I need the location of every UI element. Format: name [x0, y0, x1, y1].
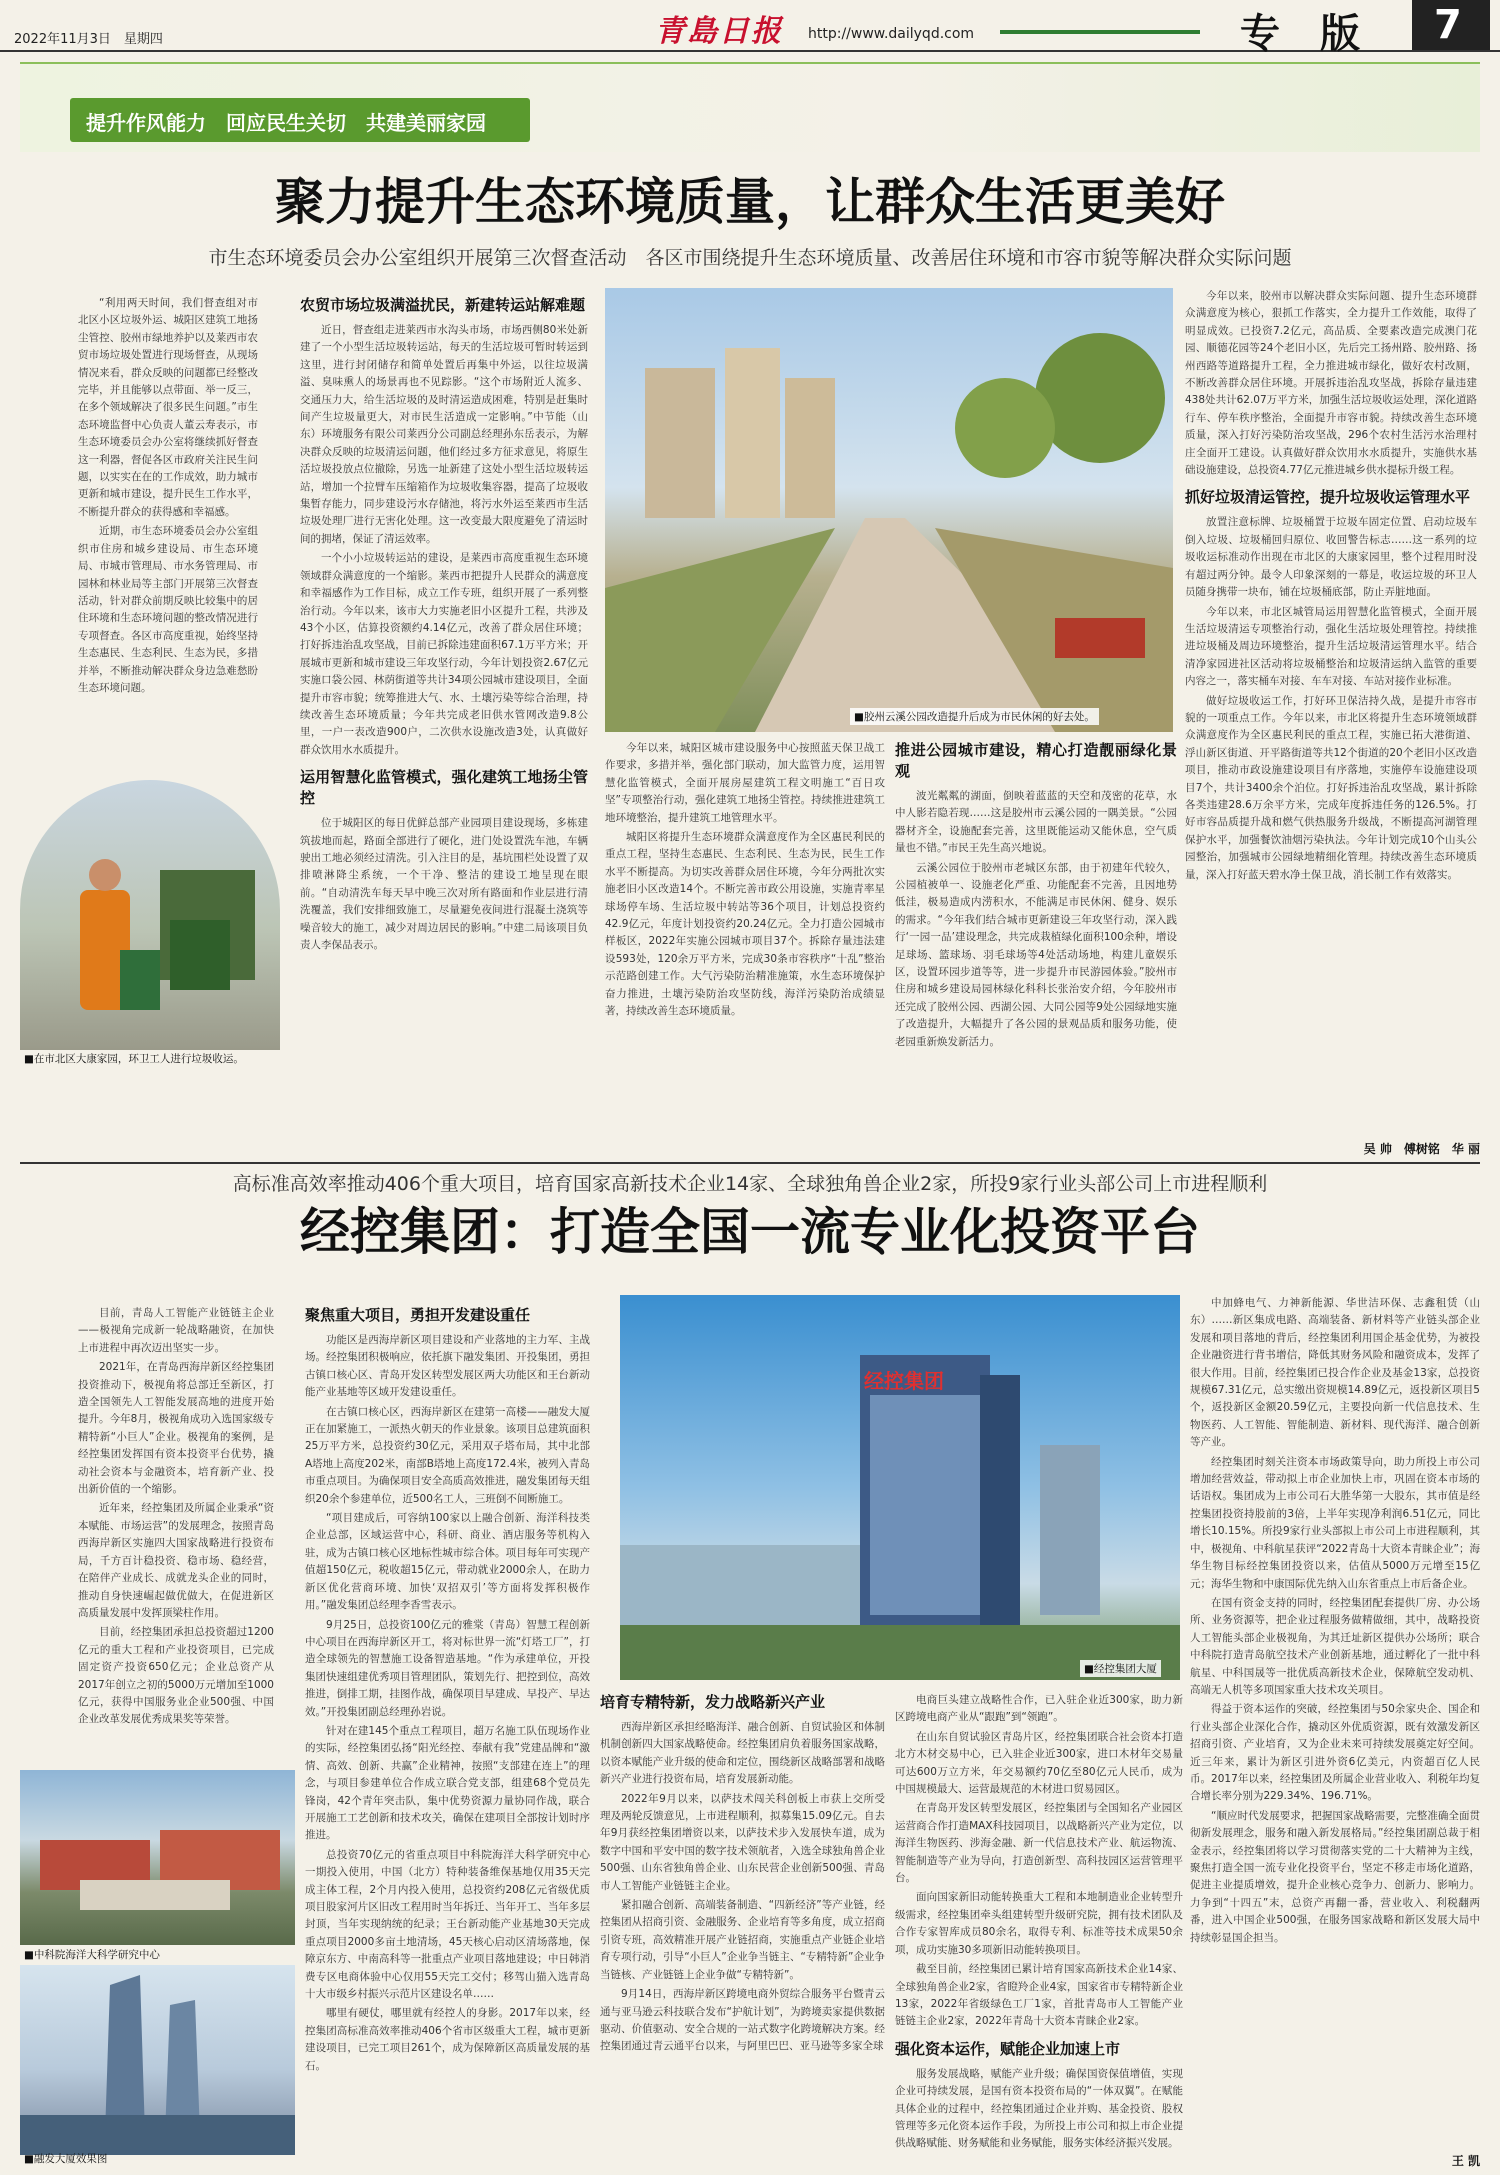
photo-b-caption: ■融发大厦效果图: [24, 2153, 108, 2165]
article2-col2-subhead: 培育专精特新，发力战略新兴产业: [600, 1693, 826, 1711]
article-paragraph: 服务发展战略，赋能产业升级；确保国资保值增值，实现企业可持续发展，是国有资本投资布局的“一体双翼”。在赋能具体企业的过程中，经控集团通过企业并购、基金投资、股权管理等多元化资本运作手段，为所投上市公司和拟上市企业提供战略赋能、财务赋能和业务赋能，服务实体经济振兴发展。: [895, 2067, 1183, 2150]
article-paragraph: “顺应时代发展要求，把握国家战略需要，完整准确全面贯彻新发展理念，服务和融入新发展格局。”经控集团副总裁于相金表示，经控集团将以学习贯彻落实党的二十大精神为主线，聚焦打造全国一流专业化投资平台，坚定不移走市场化道路，促进主业提质增效，提升企业核心竞争力、创新力、影响力。力争到“十四五”末，总资产再翻一番，营业收入、利税翻两番，进入中国企业500强，在服务国家战略和新区发展大局中持续彰显国企担当。: [1190, 1809, 1480, 1944]
photo-rongfa-tower: [20, 1965, 295, 2155]
article-paragraph: 一个小小垃圾转运站的建设，是莱西市高度重视生态环境领域群众满意度的一个缩影。莱西市把提升人民群众的满意度和幸福感作为工作目标，成立工作专班，组织开展了一系列整治行动。今年以来，该市大力实施老旧小区提升工程，共涉及43个小区，估算投资额约4.14亿元，改善了群众居住环境；打好拆违治乱攻坚战，目前已拆除违建面积67.1万平方米；开展城市更新和城市建设三年攻坚行动，今年计划投资2.67亿元实施口袋公园、林荫街道等共计34项公园城市建设项目，全面提升市容市貌；统筹推进大气、水、土壤污染等综合治理，持续改善生态环境质量；今年共完成老旧供水管网改造9.8公里，一户一表改造900户，二次供水设施改造3处，认真做好群众饮用水水质提升。: [300, 552, 588, 756]
article-paragraph: 电商巨头建立战略性合作，已入驻企业近300家，助力新区跨境电商产业从“跟跑”到“领跑”。: [895, 1694, 1183, 1724]
masthead: [0, 0, 1500, 57]
article2-column-1: [305, 1305, 590, 2165]
sidebar-paragraph: 目前，经控集团承担总投资超过1200亿元的重大工程和产业投资项目，已完成固定资产投资650亿元；企业总资产从2017年创立之初的5000万元增加至1000亿元，获得中国服务业企业500强、中国企业改革发展优秀成果奖等荣誉。: [78, 1626, 274, 1726]
page-number-box: [1412, 0, 1490, 50]
photo-yunxi-park: [605, 288, 1173, 732]
photo-sanitation-worker: [20, 780, 280, 1050]
article-paragraph: 在古镇口核心区，西海岸新区在建第一高楼——融发大厦正在加紧施工，一派热火朝天的作业景象。该项目总建筑面积25万平方米，总投资约30亿元，采用双子塔布局，其中北部A塔地上高度202米，南部B塔地上高度172.4米，被列入青岛市重点项目。为确保项目安全高质高效推进，融发集团每天组织20余个参建单位，近500名工人，三班倒不间断施工。: [305, 1405, 590, 1505]
website-url: http://www.dailyqd.com: [808, 26, 975, 42]
article-paragraph: 面向国家新旧动能转换重大工程和本地制造业企业转型升级需求，经控集团牵头组建转型升级研究院，拥有技术团队及合作专家智库成员80余名，取得专利、标准等技术成果50余项，成功实施30多项新旧动能转换项目。: [895, 1891, 1183, 1956]
photo-jingkong-tower: [620, 1295, 1180, 1680]
article-paragraph: 9月14日，西海岸新区跨境电商外贸综合服务平台暨青云通与亚马逊云科技联合发布“护航计划”，为跨境卖家提供数据驱动、价值驱动、安全合规的一站式数字化跨境解决方案。经控集团通过青云通平台以来，与阿里巴巴、亚马逊等多家全球: [600, 1988, 885, 2053]
article-paragraph: 9月25日，总投资100亿元的雅棠（青岛）智慧工程创新中心项目在西海岸新区开工，将对标世界一流“灯塔工厂”，打造全球领先的智慧施工设备智造基地。“作为承建单位，开投集团快速组建优秀项目管理团队，策划先行、把控到位，高效推进，倒排工期，挂图作战，确保项目早建成、早投产、早达效。”开投集团副总经理孙岩说。: [305, 1618, 590, 1718]
article-paragraph: “项目建成后，可容纳100家以上融合创新、海洋科技类企业总部，区域运营中心，科研、商业、酒店服务等机构入驻，成为古镇口核心区地标性城市综合体。项目每年可实现产值超150亿元，税收超15亿元，带动就业2000余人，在助力新区优化营商环境、加快‘双招双引’等方面将发挥积极作用。”融发集团总经理李香雪表示。: [305, 1512, 590, 1612]
article-paragraph: 今年以来，城阳区城市建设服务中心按照蓝天保卫战工作要求，多措并举，强化部门联动，加大监管力度，运用智慧化监管模式，全面开展房屋建筑工程文明施工“百日攻坚”专项整治行动，强化建筑工地扬尘管控。持续推进建筑工地环境整治，提升建筑工地管理水平。: [605, 742, 885, 824]
sidebar-paragraph: 目前，青岛人工智能产业链链主企业——极视角完成新一轮战略融资，在加快上市进程中再次迈出坚实一步。: [78, 1307, 274, 1354]
article-paragraph: 位于城阳区的每日优鲜总部产业园项目建设现场，多栋建筑拔地而起，路面全部进行了硬化，进门处设置洗车池，车辆驶出工地必须经过清洗。引入注目的是，基坑围栏处设置了双排喷淋降尘系统，一个干净、整洁的建设工地呈现在眼前。“自动清洗车每天早中晚三次对所有路面和作业层进行清洗覆盖，我们安排细致施工，尽量避免夜间进行混凝土浇筑等噪音较大的施工，减少对周边居民的影响。”中建二局该项目负责人李保品表示。: [300, 817, 588, 951]
article-paragraph: 紧扣融合创新、高端装备制造、“四新经济”等产业链，经控集团从招商引资、金融服务、企业培育等多角度，成立招商引资专班，高效精准开展产业链招商，实施重点产业链企业培育专项行动，引导“小巨人”企业争当链主、“专精特新”企业争当链核、产业链链上企业争做“专精特新”。: [600, 1899, 885, 1981]
article1-column-2: [605, 740, 885, 1160]
article1-subheadline: 市生态环境委员会办公室组织开展第三次督查活动 各区市围绕提升生态环境质量、改善居住环境和市容市貌等解决群众实际问题: [208, 247, 1292, 269]
sidebar-paragraph: “利用两天时间，我们督查组对市北区小区垃圾外运、城阳区建筑工地扬尘管控、胶州市绿地养护以及莱西市农贸市场垃圾处置进行现场督查，从现场情况来看，群众反映的问题都已经整改完毕，并且能够以点带面、举一反三，在多个领域解决了很多民生问题。”市生态环境监督中心负责人董云寿表示，市生态环境委员会办公室将继续抓好督查这一利器，督促各区市政府关注民生问题，以实实在在的工作成效，助力城市更新和城市建设，提升民生工作水平，不断提升群众的获得感和幸福感。: [78, 297, 258, 518]
article-paragraph: 在青岛开发区转型发展区，经控集团与全国知名产业园区运营商合作打造MAX科技园项目，以战略新兴产业为定位，以海洋生物医药、涉海金融、新一代信息技术产业、航运物流、智能制造等产业为导向，打造创新型、高科技园区运营管理平台。: [895, 1802, 1183, 1885]
article2-kicker: 高标准高效率推动406个重大项目，培育国家高新技术企业14家、全球独角兽企业2家，所投9家行业头部公司上市进程顺利: [232, 1173, 1268, 1195]
article-paragraph: 得益于资本运作的突破，经控集团与50余家央企、国企和行业头部企业深化合作，撬动区外优质资源，既有效激发新区招商引资、产业培育，又为企业未来可持续发展奠定好空间。近三年来，累计为新区引进外资6亿美元，内资超百亿人民币。2017年以来，经控集团及所属企业营业收入、利税年均复合增长率分别为229.34%、196.71%。: [1190, 1703, 1480, 1803]
article-paragraph: 做好垃圾收运工作，打好环卫保洁持久战，是提升市容市貌的一项重点工作。今年以来，市北区将提升生态环境领域群众满意度作为全区惠民利民的重点工程，实施已拓大港街道、浮山新区街道、开平路街道等共12个街道的20个老旧小区改造项目，推动市政设施建设项目有序落地，实施停车设施建设项目7个，共计3400余个泊位。打好拆违治乱攻坚战，累计拆除各类违建28.6万余平方米，完成年度拆违任务的126.5%。打好市容品质提升战和燃气供热服务升级战，不断提高河湖管理保护水平，加强餐饮油烟污染执法。今年计划完成10个山头公园整治，加强城市公园绿地精细化管理。持续改善生态环境质量，深入打好蓝天碧水净土保卫战，消长制工作有效落实。: [1185, 694, 1477, 881]
article1-col3-subhead: 推进公园城市建设，精心打造靓丽绿化景观: [895, 741, 1177, 780]
article-divider: [20, 1162, 1480, 1164]
rongfa-tower-graphic: [20, 1965, 295, 2155]
photo1-caption: ■在市北区大康家园，环卫工人进行垃圾收运。: [24, 1053, 244, 1065]
photo-a-caption: ■中科院海洋大科学研究中心: [24, 1949, 160, 1961]
sanitation-scene-graphic: [20, 780, 280, 1050]
article-paragraph: 城阳区将提升生态环境群众满意度作为全区惠民利民的重点工程，坚持生态惠民、生态利民、生态为民，民生工作水平不断提高。为切实改善群众居住环境，今年分两批次实施老旧小区改造14个。不断完善市政公用设施，实施青率星球场停车场、生活垃圾中转站等36个项目，计划总投资约42.9亿元，年度计划投资约20.24亿元。全力打造公园城市样板区，2022年实施公园城市项目37个。拆除存量违法建设593处，120余万平方米，完成30条市容秩序“十乱”整治示范路创建工作。大气污染防治精准施策，水生态环境保护奋力推进，土壤污染防治攻坚防线，海洋污染防治成绩显著，持续改善生态环境质量。: [605, 831, 885, 1018]
article-paragraph: 今年以来，胶州市以解决群众实际问题、提升生态环境群众满意度为核心，狠抓工作落实，全力提升工作效能，取得了明显成效。已投资7.2亿元，高品质、全要素改造完成澳门花园、顺德花园等24个老旧小区，先后完工扬州路、胶州路、扬州西路等道路提升工程，全力推进城市绿化，做好农村改厕，不断改善群众居住环境。开展拆违治乱攻坚战，拆除存量违建438处共计62.07万平方米，加强生活垃圾收运处理，深化道路行车、停车秩序整治，全面提升市容市貌。持续改善生态环境质量，深入打好污染防治攻坚战，296个农村生活污水治理村庄全面开工建设。认真做好群众饮用水水质提升，实施供水基础设施建设，总投资4.77亿元推进城乡供水提标升级工程。: [1185, 290, 1477, 477]
article1-column-3: [895, 740, 1177, 1160]
topic-banner: [70, 98, 530, 142]
page-number: 7: [1434, 2, 1462, 48]
article-paragraph: 放置注意标牌、垃圾桶置于垃圾车固定位置、启动垃圾车倒入垃圾、垃圾桶回归原位、收回警告标志……这一系列的垃圾收运标准动作出现在市北区的大康家园里，整个过程用时没有超过两分钟。最令人印象深刻的一幕是，收运垃圾的环卫人员随身携带一块布，铺在垃圾桶底部，防止弄脏地面。: [1185, 516, 1477, 599]
article-paragraph: 西海岸新区承担经略海洋、融合创新、自贸试验区和体制机制创新四大国家战略使命。经控集团肩负着服务国家战略，以资本赋能产业升级的使命和定位，围绕新区战略部署和战略新兴产业进行投资布局，培育发展新动能。: [600, 1721, 885, 1786]
article-paragraph: 经控集团时刻关注资本市场政策导向，助力所投上市公司增加经营效益，带动拟上市企业加快上市，巩固在资本市场的话语权。集团成为上市公司石大胜华第一大股东，其市值是经控集团投资持股前的3倍，上半年实现净利润6.51亿元，同比增长10.15%。所投9家行业头部拟上市公司上市进程顺利，其中，极视角、中科航星获评“2022青岛十大资本青睐企业”；海华生物目标经控集团投资以来，估值从5000万元增至15亿元；海华生物和中康国际优先纳入山东省重点上市后备企业。: [1190, 1455, 1480, 1590]
article2-col3-subhead: 强化资本运作，赋能企业加速上市: [895, 2039, 1121, 2058]
article2-column-2: [600, 1692, 885, 2162]
sidebar-paragraph: 近年来，经控集团及所属企业秉承“资本赋能、市场运营”的发展理念，按照青岛西海岸新区实施四大国家战略进行投资布局，千方百计稳投资、稳市场、稳经营，在陪伴产业成长、成就龙头企业的同时，推动自身快速崛起做优做大，在促进新区高质量发展中发挥顶梁柱作用。: [78, 1502, 274, 1619]
issue-date: 2022年11月3日 星期四: [14, 32, 163, 47]
article1-col1-subhead-2: 运用智慧化监管模式，强化建筑工地扬尘管控: [300, 768, 588, 808]
article-paragraph: 云溪公园位于胶州市老城区东部，由于初建年代较久，公园植被单一、设施老化严重、功能配套不完善，且因地势低洼，极易造成内涝积水，不能满足市民休闲、健身、娱乐的需求。“今年我们结合城市更新建设三年攻坚行动，深入践行‘一园一品’建设理念，共完成栽植绿化面积100余种，增设足球场、篮球场、羽毛球场等4处活动场地，构建儿童娱乐区，设置环园步道等等，进一步提升市民游园体验。”胶州市住房和城乡建设局园林绿化科科长张治安介绍，今年胶州市还完成了胶州公园、西湖公园、大同公园等9处公园绿地实施了改造提升，大幅提升了各公园的景观品质和服务功能，使老园重新焕发新活力。: [895, 861, 1177, 1048]
newspaper-logo: 青島日报: [655, 14, 783, 49]
article-paragraph: 在山东自贸试验区青岛片区，经控集团联合社会资本打造北方木材交易中心，已入驻企业近300家，进口木材年交易量可达600万立方米，年交易额约70亿至80亿元人民币，成为中国规模最大、运营最规范的木材进口贸易园区。: [895, 1730, 1183, 1796]
article1-col1-subhead: 农贸市场垃圾满溢扰民，新建转运站解难题: [300, 296, 586, 314]
article-paragraph: 哪里有硬仗，哪里就有经控人的身影。2017年以来，经控集团高标准高效率推动406个省市区级重大工程，城市更新建设项目，已完工项目261个，成为保障新区高质量发展的基石。: [305, 2007, 590, 2072]
article1-sidebar: [78, 295, 258, 775]
article1-column-1: [300, 295, 588, 1160]
jingkong-tower-graphic: [620, 1295, 1180, 1680]
article1-headline: 聚力提升生态环境质量，让群众生活更美好: [275, 172, 1225, 231]
sidebar-paragraph: 近期，市生态环境委员会办公室组织市住房和城乡建设局、市生态环境局、市城市管理局、市水务管理局、市园林和林业局等主部门开展第三次督查活动，针对群众前期反映比较集中的居住环境和生态环境问题的整改情况进行专项督查。各区市高度重视，始终坚持生态惠民、生态利民、生态为民，多措并举，不断推动解决群众身边急难愁盼生态环境问题。: [78, 525, 258, 694]
article2-column-3: [895, 1692, 1183, 2162]
article-paragraph: 2022年9月以来，以萨技术闯关科创板上市获上交所受理及两轮反馈意见，上市进程顺利，拟募集15.09亿元。自去年9月获经控集团增资以来，以萨技术步入发展快车道，成为数字中国和平安中国的数字技术领航者，入选全球独角兽企业500强、山东省独角兽企业、山东民营企业创新500强、青岛市人工智能产业链链主企业。: [600, 1792, 885, 1892]
article2-col1-subhead: 聚焦重大项目，勇担开发建设重任: [305, 1306, 531, 1324]
article1-col4-subhead: 抓好垃圾清运管控，提升垃圾收运管理水平: [1185, 488, 1471, 507]
article-paragraph: 针对在建145个重点工程项目，超万名施工队伍现场作业的实际，经控集团弘扬“阳光经控、奉献有我”党建品牌和“激情、高效、创新、共赢”企业精神，按照“支部建在连上”的理念，与项目参建单位合作成立联合党支部，组建68个党员先锋岗，42个青年突击队，集中优势资源力量协同作战，联合开展施工工艺创新和技术攻关，确保在建项目全部按计划时序推进。: [305, 1724, 590, 1842]
article-paragraph: 中加蜂电气、力神新能源、华世洁环保、志鑫租赁（山东）……新区集成电路、高端装备、新材料等产业链头部企业发展和项目落地的背后，经控集团利用国企基金优势，为被投企业融资进行背书增信，降低其财务风险和融资成本，发挥了很大作用。目前，经控集团已投合作企业及基金13家，总投资规模67.31亿元，总实缴出资规模14.89亿元，返投新区项目5个，返投新区金额20.59亿元，主要投向新一代信息技术、生物医药、人工智能、智能制造、新材料、现代海洋、融合创新等产业。: [1190, 1297, 1480, 1449]
topic-banner-text: 提升作风能力 回应民生关切 共建美丽家园: [86, 111, 486, 135]
article2-byline: 王 凯: [1451, 2154, 1480, 2168]
building-sign: 经控集团: [864, 1369, 944, 1393]
article1-byline: 吴 帅 傅树铭 华 丽: [1363, 1142, 1480, 1156]
photo-marine-research-center: [20, 1770, 295, 1945]
sidebar-paragraph: 2021年，在青岛西海岸新区经控集团投资推动下，极视角将总部迁至新区，打造全国领先人工智能发展高地的进度开始提升。今年8月，极视角成功入选国家级专精特新“小巨人”企业。极视角的案例，是经控集团发挥国有资本投资平台优势，撬动社会资本与金融资本，培育新产业、投出新价值的一个缩影。: [78, 1361, 274, 1496]
research-center-graphic: [20, 1770, 295, 1945]
article-paragraph: 近日，督查组走进莱西市水沟头市场，市场西侧80米处新建了一个小型生活垃圾转运站，每天的生活垃圾可暂时转运到这里，进行封闭储存和简单处置后再集中外运，以往垃圾满溢、臭味熏人的场景再也不见踪影。“这个市场附近人流多、交通压力大，给生活垃圾的及时清运造成困难，特别是赶集时间产生垃圾量更大，对市民生活造成一定影响。”中节能（山东）环境服务有限公司莱西分公司副总经理孙东岳表示，为解决群众反映的垃圾清运问题，他们经过多方征求意见，将原生活垃圾投放点位撤除，另选一址新建了这处小型生活垃圾转运站，增加一个拉臂车压缩箱作为垃圾收集容器，提高了垃圾收集暂存能力，同步建设污水存储池，将污水外运至莱西市生活垃圾处理厂进行无害化处理。这一改变最大限度避免了清运时间的拥堵，保证了清运效率。: [300, 324, 588, 545]
section-title: 专 版: [1240, 10, 1360, 57]
header-green-divider: [1000, 30, 1200, 34]
article1-column-4: [1185, 288, 1477, 1138]
article-paragraph: 波光粼粼的湖面，倒映着蓝蓝的天空和茂密的花草，水中人影若隐若现……这是胶州市云溪公园的一隅美景。“公园器材齐全，设施配套完善，这里既能运动又能休息，空气质量也不错。”市民王先生高兴地说。: [895, 790, 1177, 855]
article-paragraph: 在国有资金支持的同时，经控集团配套提供厂房、办公场所、业务资源等，把企业过程服务做精做细，其中，战略投资人工智能头部企业极视角，为其迁址新区提供办公场所；联合中科院打造青岛航空技术产业创新基地，通过孵化了一批中科航星、中科国晟等一批优质高新技术企业，保障航空发动机、高端无人机等多项国家重大技术攻关项目。: [1190, 1596, 1480, 1696]
photo-main-caption: ■经控集团大厦: [1080, 1660, 1161, 1677]
photo2-caption: ■胶州云溪公园改造提升后成为市民休闲的好去处。: [850, 708, 1099, 725]
article-paragraph: 功能区是西海岸新区项目建设和产业落地的主力军、主战场。经控集团积极响应，依托旗下融发集团、开投集团，勇担古镇口核心区、青岛开发区转型发展区两大功能区和王台新动能产业基地等区域开发建设重任。: [305, 1334, 590, 1399]
article-paragraph: 截至目前，经控集团已累计培育国家高新技术企业14家、全球独角兽企业2家，省瞪羚企业4家，国家省市专精特新企业13家，2022年省级绿色工厂1家，首批青岛市人工智能产业链链主企业2家，2022年青岛十大资本青睐企业2家。: [895, 1963, 1183, 2028]
article-paragraph: 总投资70亿元的省重点项目中科院海洋大科学研究中心一期投入使用，中国（北方）特种装备维保基地仅用35天完成主体工程，2个月内投入使用，总投资约208亿元省级优质项目股家河片区旧改工程用时当年拆迁、当年开工、当年多层封顶，当年实现纳统的纪录；王台新动能产业基地30天完成重点项目2000多亩土地清场，45天核心启动区清场落地，保障京东方、中南高科等一批重点产业项目落地建设；中日韩消费专区电商体验中心仅用55天完工交付；移驾山猫入选青岛十大市级乡村振兴示范片区建设名单……: [305, 1848, 590, 2001]
article2-headline: 经控集团：打造全国一流专业化投资平台: [300, 1202, 1200, 1261]
article-paragraph: 今年以来，市北区城管局运用智慧化监管模式，全面开展生活垃圾清运专项整治行动，强化生活垃圾处理管控。持续推进垃圾桶及周边环境整治，提升生活垃圾清运管理水平。结合清净家园进社区活动将垃圾桶整治和垃圾清运纳入监管的重要内容之一，落实桶车对接、车车对接、车站对接作业标准。: [1185, 605, 1477, 688]
article2-column-4: [1190, 1295, 1480, 2150]
park-scene-graphic: [605, 288, 1173, 732]
article2-sidebar: [78, 1305, 274, 1765]
